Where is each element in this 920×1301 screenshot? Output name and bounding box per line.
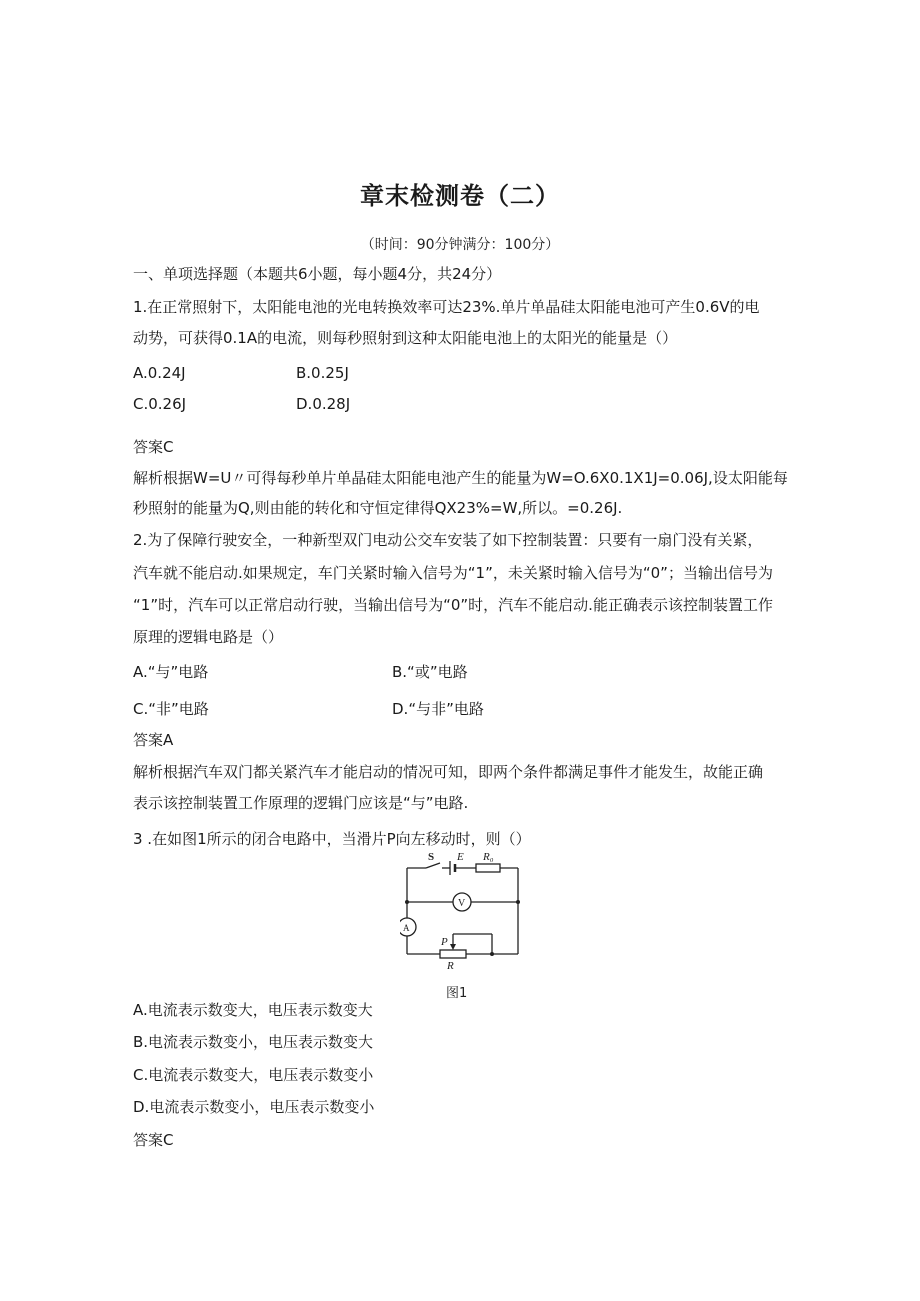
circuit-figure <box>400 848 530 1003</box>
page-title: 章末检测卷（二） <box>360 182 560 210</box>
label-a: A <box>403 923 410 933</box>
label-e: E <box>457 851 464 863</box>
q1-option-c: C.0.26J <box>133 395 187 413</box>
junction-dot <box>490 952 494 956</box>
q1-answer: 答案C <box>133 438 174 456</box>
q3-option-b: B.电流表示数变小，电压表示数变大 <box>133 1033 374 1051</box>
q1-stem-line2: 动势，可获得0.1A的电流，则每秒照射到这种太阳能电池上的太阳光的能量是（） <box>133 329 678 347</box>
circuit-diagram <box>400 848 530 1003</box>
rheostat-r <box>440 950 466 958</box>
section-heading: 一、单项选择题（本题共6小题，每小题4分，共24分） <box>133 265 502 283</box>
label-p: P <box>441 936 448 948</box>
q2-stem-line2: 汽车就不能启动.如果规定，车门关紧时输入信号为“1”，未关紧时输入信号为“0”；当输出信号为 <box>133 564 773 582</box>
junction-dot <box>516 900 520 904</box>
q2-option-d: D.“与非”电路 <box>392 700 484 718</box>
q1-analysis-line1: 解析根据W=U〃可得每秒单片单晶硅太阳能电池产生的能量为W=O.6X0.1X1J=0.06J,设太阳能每 <box>133 469 788 487</box>
junction-dot <box>405 900 409 904</box>
q2-analysis-line2: 表示该控制装置工作原理的逻辑门应该是“与”电路. <box>133 794 469 812</box>
label-r: R <box>447 960 454 972</box>
q2-stem-line4: 原理的逻辑电路是（） <box>133 628 284 646</box>
slider-arrow <box>450 944 456 950</box>
q2-stem-line3: “1”时，汽车可以正常启动行驶，当输出信号为“0”时，汽车不能启动.能正确表示该控制装置工作 <box>133 596 773 614</box>
exam-time-score: （时间：90分钟满分：100分） <box>360 237 560 253</box>
label-r0: R₀ <box>483 851 494 863</box>
q2-option-b: B.“或”电路 <box>392 663 468 681</box>
q2-option-a: A.“与”电路 <box>133 663 209 681</box>
q1-option-d: D.0.28J <box>296 395 351 413</box>
q2-stem-line1: 2.为了保障行驶安全，一种新型双门电动公交车安装了如下控制装置：只要有一扇门没有关紧， <box>133 531 763 549</box>
q1-stem-line1: 1.在正常照射下，太阳能电池的光电转换效率可达23%.单片单晶硅太阳能电池可产生0.6V的电 <box>133 298 760 316</box>
switch-s <box>426 863 440 868</box>
resistor-r0 <box>476 864 500 872</box>
q3-option-c: C.电流表示数变大，电压表示数变小 <box>133 1066 374 1084</box>
q3-option-d: D.电流表示数变小，电压表示数变小 <box>133 1098 375 1116</box>
q2-answer: 答案A <box>133 731 174 749</box>
q3-option-a: A.电流表示数变大，电压表示数变大 <box>133 1001 373 1019</box>
q1-analysis-line2: 秒照射的能量为Q,则由能的转化和守恒定律得QX23%=W,所以。=0.26J. <box>133 499 623 517</box>
q3-answer: 答案C <box>133 1131 174 1149</box>
q3-stem: 3 .在如图1所示的闭合电路中，当滑片P向左移动时，则（） <box>133 830 531 848</box>
q2-analysis-line1: 解析根据汽车双门都关紧汽车才能启动的情况可知，即两个条件都满足事件才能发生，故能正确 <box>133 763 764 781</box>
q2-option-c: C.“非”电路 <box>133 700 209 718</box>
label-s: S <box>428 851 435 863</box>
q1-option-a: A.0.24J <box>133 364 186 382</box>
label-v: V <box>458 898 466 909</box>
q1-option-b: B.0.25J <box>296 364 349 382</box>
figure-caption: 图1 <box>446 986 468 1001</box>
